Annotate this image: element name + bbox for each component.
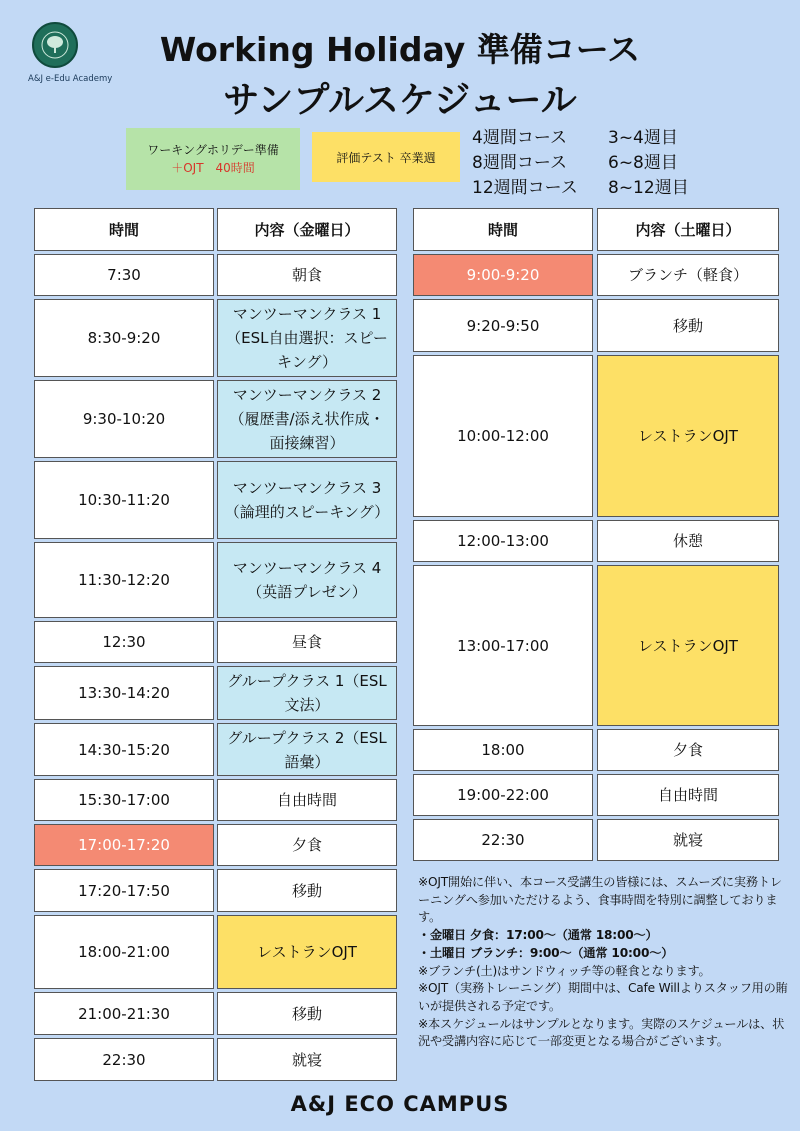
week-range-row [472,176,689,201]
friday-time: 13:30-14:20 [34,666,214,720]
friday-time: 15:30-17:00 [34,779,214,821]
saturday-time: 22:30 [413,819,593,861]
saturday-content: 自由時間 [597,774,779,816]
friday-time: 17:00-17:20 [34,824,214,866]
friday-content: レストランOJT [217,915,397,989]
friday-content: 夕食 [217,824,397,866]
legend-ojt-prep-line1: ワーキングホリデー準備 [147,143,279,157]
friday-time: 21:00-21:30 [34,992,214,1035]
page-title: Working Holiday 準備コース [159,30,641,69]
friday-content: マンツーマンクラス 2（履歴書/添え状作成・面接練習） [217,380,397,458]
saturday-time: 12:00-13:00 [413,520,593,562]
note-paragraph: ※OJT（実務トレーニング）期間中は、Cafe Willよりスタッフ用の賄いが提供される予定です。 [418,981,788,1013]
friday-content: マンツーマンクラス 3（論理的スピーキング） [217,461,397,539]
friday-time: 11:30-12:20 [34,542,214,618]
saturday-content: 夕食 [597,729,779,771]
saturday-content: レストランOJT [597,355,779,517]
saturday-time: 18:00 [413,729,593,771]
legend-evaluation: 評価テスト 卒業週 [312,132,460,182]
saturday-header-time: 時間 [413,208,593,251]
friday-content: マンツーマンクラス 1（ESL自由選択：スピーキング） [217,299,397,377]
week-range: 6~8週目 [608,153,678,173]
page-subtitle: サンプルスケジュール [223,80,577,121]
week-range: 8~12週目 [608,178,689,198]
friday-time: 12:30 [34,621,214,663]
week-course: 8週間コース [472,153,567,173]
friday-time: 9:30-10:20 [34,380,214,458]
saturday-content: 休憩 [597,520,779,562]
note-paragraph: ※ブランチ(土)はサンドウィッチ等の軽食となります。 [418,963,711,978]
week-course: 12週間コース [472,178,578,198]
friday-time: 8:30-9:20 [34,299,214,377]
friday-content: 朝食 [217,254,397,296]
friday-time: 7:30 [34,254,214,296]
friday-content: マンツーマンクラス 4（英語プレゼン） [217,542,397,618]
note-paragraph: ※本スケジュールはサンプルとなります。実際のスケジュールは、状況や受講内容に応じて一部変更となる場合がございます。 [418,1016,785,1049]
week-ranges [472,126,689,201]
friday-content: 自由時間 [217,779,397,821]
notes [418,874,790,1051]
legend-ojt-prep-line2: ＋OJT 40時間 [171,161,255,175]
logo-text: A&J e-Edu Academy [28,74,113,84]
week-range-row [472,151,689,176]
saturday-time: 9:00-9:20 [413,254,593,296]
note-paragraph: ※OJT開始に伴い、本コース受講生の皆様には、スムーズに実務トレーニングへ参加いただけるよう、食事時間を特別に調整しております。 [418,875,782,925]
footer-campus-name: A&J ECO CAMPUS [290,1092,510,1116]
legend-ojt-prep [126,128,300,190]
saturday-time: 19:00-22:00 [413,774,593,816]
saturday-time: 10:00-12:00 [413,355,593,517]
friday-time: 14:30-15:20 [34,723,214,776]
friday-header-time: 時間 [34,208,214,251]
week-range-row [472,126,689,151]
saturday-content: 移動 [597,299,779,352]
saturday-content: レストランOJT [597,565,779,726]
saturday-content: 就寝 [597,819,779,861]
friday-header-content: 内容（金曜日） [217,208,397,251]
friday-time: 17:20-17:50 [34,869,214,912]
friday-time: 22:30 [34,1038,214,1081]
saturday-header-content: 内容（土曜日） [597,208,779,251]
friday-content: グループクラス 1（ESL 文法） [217,666,397,720]
week-course: 4週間コース [472,128,567,148]
friday-content: 移動 [217,992,397,1035]
saturday-content: ブランチ（軽食） [597,254,779,296]
saturday-time: 13:00-17:00 [413,565,593,726]
week-range: 3~4週目 [608,128,678,148]
friday-content: 就寝 [217,1038,397,1081]
note-saturday-brunch: ・土曜日 ブランチ：9:00〜（通常 10:00〜） [418,945,674,960]
friday-time: 18:00-21:00 [34,915,214,989]
friday-content: 移動 [217,869,397,912]
saturday-time: 9:20-9:50 [413,299,593,352]
friday-time: 10:30-11:20 [34,461,214,539]
friday-content: 昼食 [217,621,397,663]
note-friday-dinner: ・金曜日 夕食：17:00〜（通常 18:00〜） [418,928,658,943]
friday-content: グループクラス 2（ESL 語彙） [217,723,397,776]
